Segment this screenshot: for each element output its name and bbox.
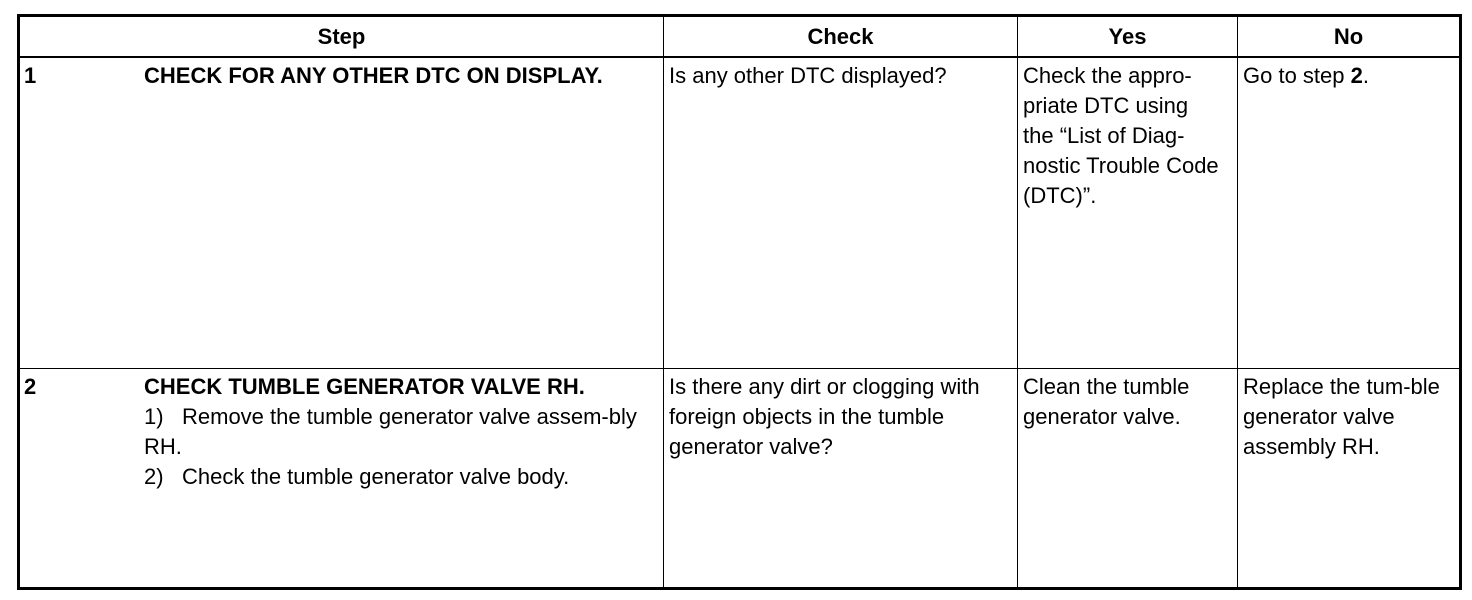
diagnostic-table [17, 14, 1462, 590]
header-yes: Yes [1018, 16, 1238, 58]
step-number: 2 [24, 374, 37, 399]
header-no: No [1238, 16, 1461, 58]
substep-number: 1) [144, 404, 164, 429]
header-check: Check [664, 16, 1018, 58]
no-cell [1238, 57, 1461, 369]
step-title: CHECK TUMBLE GENERATOR VALVE RH. [144, 374, 585, 399]
header-row [19, 16, 1461, 58]
no-suffix: . [1362, 63, 1369, 88]
no-prefix: Go to step [1243, 63, 1351, 88]
step-title: CHECK FOR ANY OTHER DTC ON DISPLAY. [144, 63, 603, 88]
step-cell [19, 57, 664, 369]
substep-number: 2) [144, 464, 164, 489]
check-cell [664, 57, 1018, 369]
step-cell [19, 369, 664, 589]
no-text: Replace the tum-ble generator valve assembly RH. [1243, 374, 1440, 459]
table-row [19, 369, 1461, 589]
yes-text: Clean the tumble generator valve. [1023, 374, 1190, 429]
substep-text: Remove the tumble generator valve assem-bly RH. [144, 404, 637, 459]
yes-text: Check the appro-priate DTC using the “List of Diag-nostic Trouble Code (DTC)”. [1023, 63, 1219, 208]
yes-cell [1018, 57, 1238, 369]
header-step: Step [19, 16, 664, 58]
substep-item [144, 402, 659, 462]
yes-cell [1018, 369, 1238, 589]
table-row [19, 57, 1461, 369]
no-step-link: 2 [1350, 63, 1363, 88]
substep-text: Check the tumble generator valve body. [182, 464, 570, 489]
check-cell [664, 369, 1018, 589]
substep-item [144, 462, 659, 492]
check-text: Is any other DTC displayed? [669, 63, 947, 88]
step-number: 1 [24, 63, 37, 88]
no-text [1238, 58, 1459, 91]
check-text: Is there any dirt or clogging with foreign objects in the tumble generator valve? [669, 374, 980, 459]
no-cell [1238, 369, 1461, 589]
